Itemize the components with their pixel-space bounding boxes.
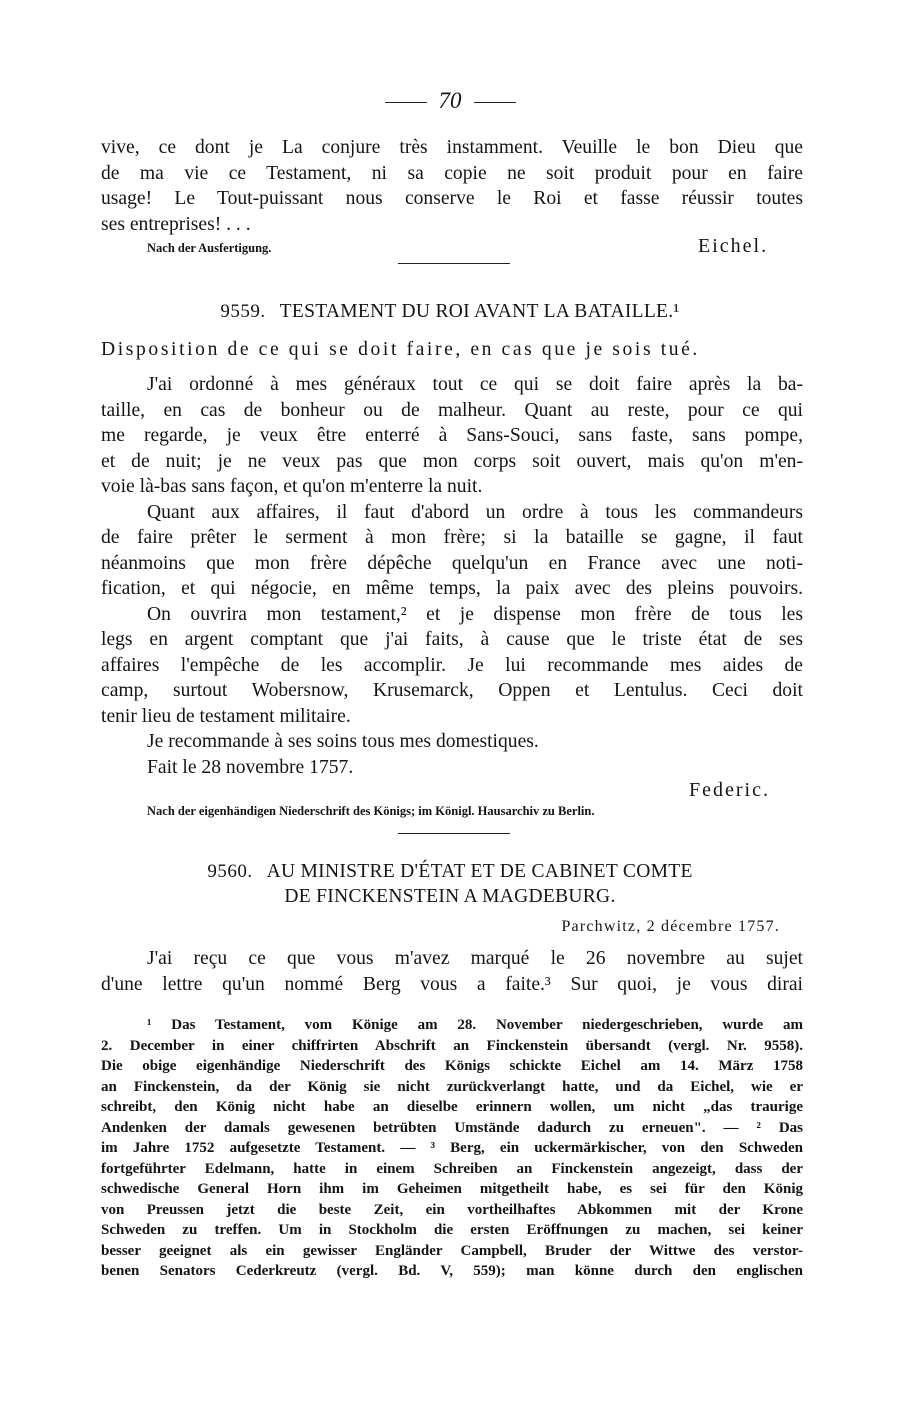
source-note: Nach der Ausfertigung. xyxy=(147,241,272,255)
footnote-line: Die obige eigenhändige Niederschrift des Königs schickte Eichel am 14. März 1758 xyxy=(101,1058,803,1074)
text-line: taille, en cas de bonheur ou de malheur. Quant au reste, pour ce qui xyxy=(101,399,803,421)
text-line: voie là-bas sans façon, et qu'on m'enterre la nuit. xyxy=(101,476,483,497)
text-line: Fait le 28 novembre 1757. xyxy=(147,756,354,778)
text-line: legs en argent comptant que j'ai faits, à cause que le triste état de ses xyxy=(101,629,803,650)
section-divider xyxy=(398,263,510,264)
text-line: et de nuit; je ne veux pas que mon corps soit ouvert, mais qu'on m'en- xyxy=(101,450,803,472)
text-line: d'une lettre qu'un nommé Berg vous a faite.³ Sur quoi, je vous dirai xyxy=(101,973,803,995)
text-line: On ouvrira mon testament,² et je dispense mon frère de tous les xyxy=(147,603,803,625)
text-line: J'ai ordonné à mes généraux tout ce qui se doit faire après la ba- xyxy=(147,374,803,395)
page-number-dash-left xyxy=(385,102,427,103)
footnote-line: schwedische General Horn ihm im Geheimen mitgetheilt habe, es sei für den König xyxy=(101,1181,803,1197)
section-divider xyxy=(398,833,510,834)
footnote-line: im Jahre 1752 aufgesetzte Testament. — ³ Berg, ein uckermärkischer, von den Schweden xyxy=(101,1140,803,1156)
section-subtitle: Disposition de ce qui se doit faire, en cas que je sois tué. xyxy=(101,339,700,360)
page-number-text: 70 xyxy=(438,88,462,113)
letter-body xyxy=(101,946,803,997)
text-line: de ma vie ce Testament, ni sa copie ne soit produit pour en faire xyxy=(101,162,803,184)
text-line: J'ai reçu ce que vous m'avez marqué le 26 novembre au sujet xyxy=(147,948,803,969)
text-line: néanmoins que mon frère dépêche quelqu'un en France avec une noti- xyxy=(101,552,803,574)
footnote-line: ¹ Das Testament, vom Könige am 28. November niedergeschrieben, wurde am xyxy=(147,1017,803,1033)
section-number: 9559. xyxy=(220,301,266,322)
footnote-line: besser geeignet als ein gewisser Engländer Campbell, Bruder der Wittwe des verstor- xyxy=(101,1242,803,1259)
section-title-line2: DE FINCKENSTEIN A MAGDEBURG. xyxy=(284,886,616,907)
section-heading-line2 xyxy=(0,886,900,908)
footnotes xyxy=(101,1015,803,1282)
footnote-line: Andenken der damals gewesenen betrübten Umstände dadurch zu erneuen". — ² Das xyxy=(101,1119,803,1136)
section-heading-9559 xyxy=(0,301,900,323)
source-note: Nach der eigenhändigen Niederschrift des Königs; im Königl. Hausarchiv zu Berlin. xyxy=(147,804,595,818)
section-number: 9560. xyxy=(207,861,253,882)
signature-eichel: Eichel. xyxy=(698,235,769,257)
text-line: Quant aux affaires, il faut d'abord un ordre à tous les commandeurs xyxy=(147,501,803,523)
continuation-paragraph xyxy=(101,135,803,237)
text-line: fication, et qui négocie, en même temps, la paix avec des pleins pouvoirs. xyxy=(101,578,803,599)
text-line: me regarde, je veux être enterré à Sans-Souci, sans faste, sans pompe, xyxy=(101,425,803,446)
text-line: affaires l'empêche de les accomplir. Je lui recommande mes aides de xyxy=(101,654,803,676)
text-line: Je recommande à ses soins tous mes domestiques. xyxy=(147,731,539,752)
place-date: Parchwitz, 2 décembre 1757. xyxy=(561,918,780,935)
footnote-line: Schweden zu treffen. Um in Stockholm die ersten Eröffnungen zu machen, sei keiner xyxy=(101,1222,803,1238)
text-line: vive, ce dont je La conjure très instamment. Veuille le bon Dieu que xyxy=(101,137,803,158)
section-title: TESTAMENT DU ROI AVANT LA BATAILLE.¹ xyxy=(279,301,680,322)
footnote-line: an Finckenstein, da der König sie nicht zurückverlangt hatte, und da Eichel, wie er xyxy=(101,1078,803,1095)
page-number-dash-right xyxy=(474,102,516,103)
footnote-line: schreibt, den König nicht habe an dieselbe erinnern wollen, um nicht „das traurige xyxy=(101,1099,803,1115)
text-line: usage! Le Tout-puissant nous conserve le Roi et fasse réussir toutes xyxy=(101,188,803,209)
text-line: camp, surtout Wobersnow, Krusemarck, Oppen et Lentulus. Ceci doit xyxy=(101,680,803,701)
signature-federic: Federic. xyxy=(689,779,770,801)
page-number xyxy=(0,88,900,114)
footnote-line: fortgeführter Edelmann, hatte in einem Schreiben an Finckenstein angezeigt, dass der xyxy=(101,1160,803,1177)
footnote-line: benen Senators Cederkreutz (vergl. Bd. V, 559); man könne durch den englischen xyxy=(101,1263,803,1279)
testament-body xyxy=(101,372,803,780)
section-title: AU MINISTRE D'ÉTAT ET DE CABINET COMTE xyxy=(266,861,693,882)
footnote-line: von Preussen jetzt die beste Zeit, ein vortheilhaftes Abkommen mit der Krone xyxy=(101,1201,803,1218)
text-line: ses entreprises! . . . xyxy=(101,213,251,235)
text-line: tenir lieu de testament militaire. xyxy=(101,705,351,727)
footnote-line: 2. December in einer chiffrirten Abschrift an Finckenstein übersandt (vergl. Nr. 9558). xyxy=(101,1037,803,1054)
section-heading-9560 xyxy=(0,861,900,883)
text-line: de faire prêter le serment à mon frère; si la bataille se gagne, il faut xyxy=(101,527,803,548)
